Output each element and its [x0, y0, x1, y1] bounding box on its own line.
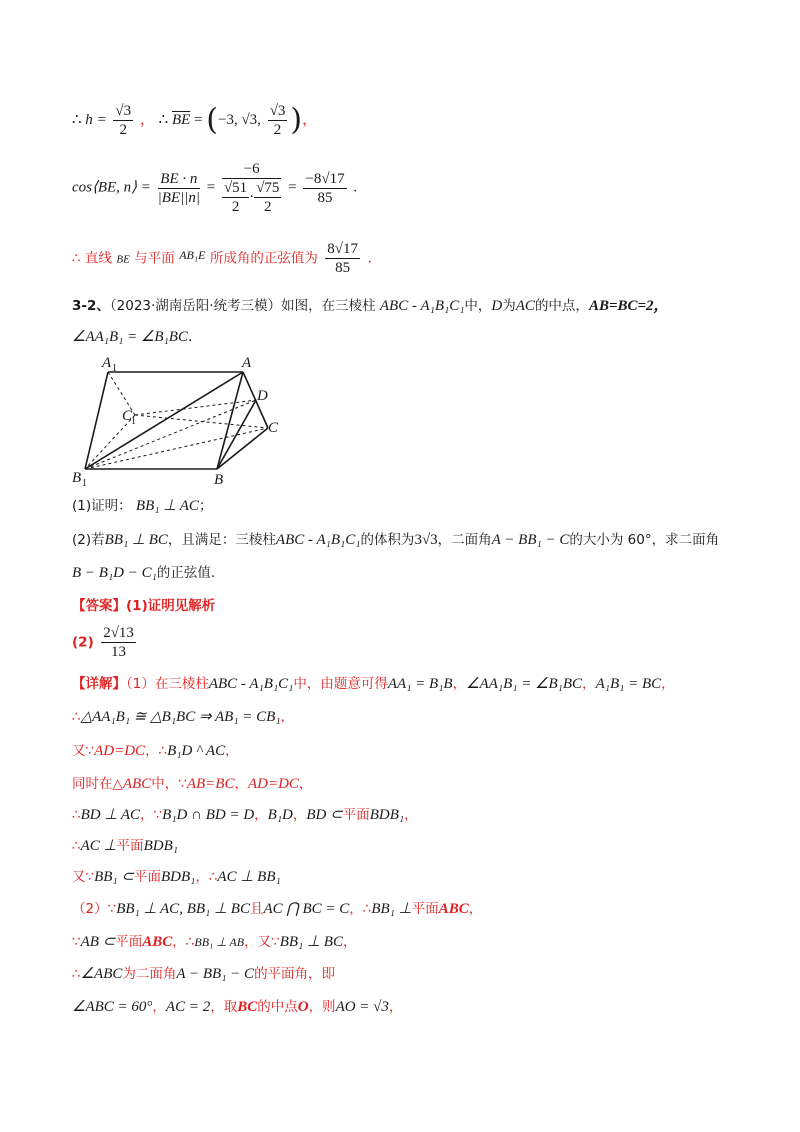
- conclusion-suffix: 所成角的正弦值为: [209, 250, 318, 267]
- edge-b1-a: [85, 372, 243, 469]
- answer-line-1: [72, 596, 215, 616]
- f1-num: BE · n: [158, 170, 200, 189]
- detail-line-3: [72, 741, 239, 761]
- detail-l5-d: ，: [292, 807, 307, 823]
- answer-part1: (1)证明见解析: [126, 598, 216, 614]
- label-c1-sub: 1: [131, 416, 136, 427]
- detail-line-5: [72, 805, 418, 825]
- part2-b: ，且满足：三棱柱: [167, 532, 276, 548]
- detail-l5-expr2: B₁D ∩ BD = D: [162, 807, 255, 823]
- detail-l7-a: 又∵: [72, 869, 95, 885]
- conclusion-mid: 与平面: [134, 250, 175, 267]
- detail-l11-expr1: ∠ABC = 60°: [72, 999, 153, 1015]
- detail-l3-a: 又∵: [72, 743, 95, 759]
- answer-label: 【答案】: [72, 598, 126, 614]
- f3-num: −8√17: [305, 170, 345, 187]
- part2-c: 的体积为: [360, 532, 415, 548]
- period: .: [353, 179, 358, 196]
- detail-l5-expr4: BD ⊂: [306, 807, 343, 823]
- detail-l1-d: ，: [582, 676, 596, 692]
- cos-frac-2: [222, 160, 281, 216]
- label-b1: B: [72, 470, 82, 486]
- conclusion-prefix: ∴ 直线: [72, 250, 112, 267]
- detail-l4-g: ，: [298, 776, 313, 792]
- detail-l10-b: 为二面角: [122, 966, 177, 982]
- detail-l8-d: 平面: [411, 901, 439, 917]
- detail-l5-e: 平面: [342, 807, 370, 823]
- detail-l8-expr3: BB₁ ⊥: [371, 901, 412, 917]
- f2-den-c: 2: [231, 199, 240, 215]
- f2-den: $\frac{√51}{2}$ · $\frac{√75}{2}$: [223, 180, 280, 215]
- edge-b1-c: [85, 428, 268, 469]
- detail-l7-expr1: BB₁ ⊂: [94, 869, 134, 885]
- detail-l11-o: O: [297, 999, 309, 1015]
- f2-num: −6: [222, 160, 281, 179]
- problem-d: D: [491, 298, 503, 314]
- problem-text2: 为: [502, 298, 516, 314]
- answer-line-2: [72, 624, 139, 661]
- detail-l5-expr5: BDB₁: [369, 807, 405, 823]
- detail-line-9: [72, 932, 356, 952]
- be-z-den: 2: [273, 122, 282, 138]
- calc-h-line: [72, 102, 317, 139]
- h-lhs: h =: [85, 111, 107, 128]
- prism-figure: [70, 352, 290, 492]
- detail-l8-expr1: BB₁ ⊥ AC, BB₁ ⊥ BC: [116, 901, 250, 917]
- label-d: D: [257, 388, 268, 404]
- detail-eq2: ∠AA₁B₁ = ∠B₁BC: [466, 676, 583, 692]
- detail-l2-expr: △AA₁B₁ ≅ △B₁BC ⇒ AB₁ = CB₁: [80, 709, 281, 725]
- problem-source: （2023·湖南岳阳·统考三模）如图，在三棱柱: [109, 298, 376, 314]
- detail-l9-d: ，又∵: [244, 934, 280, 950]
- f3-den: 85: [317, 189, 333, 206]
- therefore-symbol: ∴: [72, 111, 82, 128]
- detail-l2-end: ，: [280, 709, 295, 725]
- comma: ，: [139, 111, 155, 128]
- detail-l11-expr2: AC = 2: [165, 999, 211, 1015]
- detail-l4-b: ABC: [122, 776, 152, 792]
- detail-l9-expr2: BB₁ ⊥ AB: [194, 935, 245, 949]
- detail-l10-expr2: A − BB₁ − C: [176, 966, 255, 982]
- detail-l11-end: ，: [388, 999, 403, 1015]
- left-paren: (: [206, 102, 218, 138]
- h-den: 2: [119, 122, 128, 138]
- h-fraction: [113, 102, 133, 139]
- conclusion-fraction: [325, 240, 360, 277]
- part2-a: (2)若: [72, 532, 105, 548]
- detail-l8-b: 且: [249, 901, 264, 917]
- detail-l6-a: ∴: [72, 838, 81, 854]
- part2-dihedral: A − BB₁ − C: [491, 532, 570, 548]
- cos-frac-3: [303, 170, 346, 207]
- detail-l9-expr1: AB ⊂: [80, 934, 116, 950]
- detail-l8-c: ，∴: [349, 901, 372, 917]
- part2-volume: 3√3: [414, 532, 438, 548]
- f2-den-a: √51: [223, 180, 248, 196]
- detail-l9-expr3: BB₁ ⊥ BC: [279, 934, 343, 950]
- detail-line-6: [72, 836, 178, 856]
- detail-l3-end: ，: [225, 743, 239, 759]
- detail-l5-b: ，∵: [140, 807, 163, 823]
- conclusion-end: .: [367, 250, 372, 267]
- be-z-fraction: [268, 102, 288, 139]
- problem-ac: AC: [515, 298, 535, 314]
- detail-l11-a: ，: [152, 999, 166, 1015]
- detail-l7-expr2: AC ⊥ BB₁: [217, 869, 281, 885]
- detail-line-1: [72, 674, 675, 694]
- comma: ，: [302, 111, 318, 128]
- problem-text3: 的中点，: [534, 298, 589, 314]
- detail-l7-plane: BDB₁: [160, 869, 196, 885]
- conclusion-den: 85: [335, 260, 351, 276]
- label-b: B: [214, 472, 224, 488]
- part2-l2-a: 的正弦值.: [156, 565, 216, 581]
- part2-e: 的大小为 60°，求二面角: [569, 532, 720, 548]
- detail-line-7: [72, 867, 281, 887]
- problem-number: 3-2、: [72, 298, 110, 314]
- calc-cos-line: cos⟨BE, n⟩ = $\frac{BE \cdot n}{|BE||n|}$ = −6 $\frac{√51}{2}$ · $\frac{√75}{2}$ = $\frac{-8√17}{85}$ .: [72, 161, 358, 215]
- detail-l5-c: ，: [254, 807, 268, 823]
- detail-line-4: [72, 774, 312, 794]
- detail-l2-a: ∴: [72, 709, 81, 725]
- label-a: A: [242, 355, 252, 371]
- detail-l9-plane: ABC: [142, 934, 173, 950]
- therefore-symbol: ∴: [158, 111, 169, 128]
- detail-l5-expr3: B₁D: [267, 807, 293, 823]
- detail-l4-e: ，: [234, 776, 248, 792]
- detail-eq1: AA₁ = B₁B: [387, 676, 453, 692]
- detail-l5-end: ，: [404, 807, 418, 823]
- detail-eq3: A₁B₁ = BC: [595, 676, 662, 692]
- detail-l5-expr1: BD ⊥ AC: [80, 807, 141, 823]
- part2-l2-expr: B − B₁D − C₁: [72, 565, 157, 581]
- detail-l1-c: ，: [452, 676, 467, 692]
- edge-a-b: [217, 372, 243, 469]
- answer-fraction: [101, 624, 136, 661]
- h-num: √3: [115, 103, 132, 119]
- label-c1: C: [122, 408, 133, 424]
- detail-l11-expr3: AO = √3: [335, 999, 389, 1015]
- detail-l6-plane: BDB₁: [143, 838, 178, 854]
- conclusion-line: [72, 240, 372, 277]
- edge-a1-b1: [85, 372, 108, 469]
- f2-den-b: √75: [256, 180, 280, 196]
- conclusion-num: 8√17: [327, 241, 359, 257]
- detail-l9-a: ∵: [72, 934, 81, 950]
- detail-l10-a: ∴: [72, 966, 81, 982]
- answer-num: 2√13: [103, 625, 134, 641]
- detail-l4-d: AB=BC: [186, 776, 235, 792]
- be-vector: $\overline{BE}$: [171, 111, 191, 128]
- detail-l11-c: 的中点: [257, 999, 298, 1015]
- part2-line-2: [72, 563, 215, 583]
- equals: =: [194, 111, 203, 128]
- detail-line-8: [72, 899, 482, 919]
- f1-den: |BE||n|: [157, 189, 200, 206]
- detail-l8-expr2: AC ⋂ BC = C: [263, 901, 350, 917]
- detail-l9-c: ，∴: [172, 934, 195, 950]
- part1-expr: BB₁ ⊥ AC: [135, 498, 199, 514]
- label-a1-sub: 1: [112, 363, 117, 374]
- detail-l9-b: 平面: [115, 934, 143, 950]
- part1-end: ；: [198, 498, 213, 514]
- problem-line-1: [72, 296, 669, 316]
- detail-l6-expr: AC ⊥: [80, 838, 117, 854]
- problem-angle-end: .: [187, 329, 193, 345]
- detail-l5-a: ∴: [72, 807, 81, 823]
- detail-l3-expr: B₁D ^ AC: [167, 743, 226, 759]
- answer-part2-label: (2): [72, 634, 94, 651]
- detail-l7-b: 平面: [133, 869, 161, 885]
- problem-text1: 中，: [464, 298, 492, 314]
- be-values: −3, √3,: [217, 111, 261, 128]
- detail-l11-bc: BC: [237, 999, 258, 1015]
- detail-l1-a: （1）在三棱柱: [126, 676, 209, 692]
- detail-l3-b: AD=DC: [94, 743, 146, 759]
- conclusion-be: BE: [116, 253, 130, 266]
- answer-den: 13: [111, 644, 127, 660]
- problem-given: AB=BC=2，: [588, 298, 669, 314]
- edge-b-d: [217, 400, 256, 469]
- detail-line-11: [72, 997, 402, 1017]
- cos-frac-1: [158, 170, 200, 207]
- right-paren: ): [290, 102, 303, 138]
- conclusion-plane: AB₁E: [179, 247, 206, 262]
- detail-l3-c: ，∴: [145, 743, 168, 759]
- detail-prism: ABC - A₁B₁C₁: [208, 676, 294, 692]
- label-a1: A: [102, 355, 112, 371]
- part2-prism: ABC - A₁B₁C₁: [275, 532, 361, 548]
- edge-b-c: [217, 428, 268, 469]
- part1-line: [72, 496, 212, 516]
- detail-l10-expr1: ∠ABC: [80, 966, 123, 982]
- detail-l4-a: 同时在△: [72, 776, 123, 792]
- detail-l1-e: ，: [661, 676, 675, 692]
- part2-expr: BB₁ ⊥ BC: [104, 532, 168, 548]
- detail-l10-c: 的平面角，即: [254, 966, 336, 982]
- detail-line-10: [72, 964, 335, 984]
- problem-angle: ∠AA₁B₁ = ∠B₁BC: [72, 329, 188, 345]
- detail-l9-end: ，: [342, 934, 357, 950]
- detail-l11-b: ，取: [210, 999, 238, 1015]
- detail-l11-d: ，则: [308, 999, 336, 1015]
- problem-prism: ABC - A₁B₁C₁: [379, 298, 465, 314]
- part2-line-1: [72, 530, 719, 550]
- label-c: C: [268, 420, 279, 436]
- detail-l6-b: 平面: [116, 838, 144, 854]
- part2-d: ，二面角: [437, 532, 492, 548]
- cos-lhs: cos⟨BE, n⟩ =: [72, 179, 151, 196]
- label-b1-sub: 1: [82, 478, 87, 489]
- detail-l8-end: ，: [468, 901, 483, 917]
- detail-label: 【详解】: [72, 676, 126, 692]
- detail-l8-a: （2）∵: [72, 901, 117, 917]
- detail-l4-c: 中，∵: [151, 776, 187, 792]
- f2-den-d: 2: [264, 199, 272, 215]
- detail-l7-c: ，∴: [195, 869, 218, 885]
- problem-line-2: [72, 327, 192, 347]
- detail-line-2: [72, 707, 294, 727]
- detail-l8-plane: ABC: [438, 901, 469, 917]
- detail-l4-f: AD=DC: [247, 776, 299, 792]
- part1-label: (1)证明：: [72, 498, 132, 514]
- detail-l1-b: 中，由题意可得: [293, 676, 388, 692]
- be-z-num: √3: [269, 103, 286, 119]
